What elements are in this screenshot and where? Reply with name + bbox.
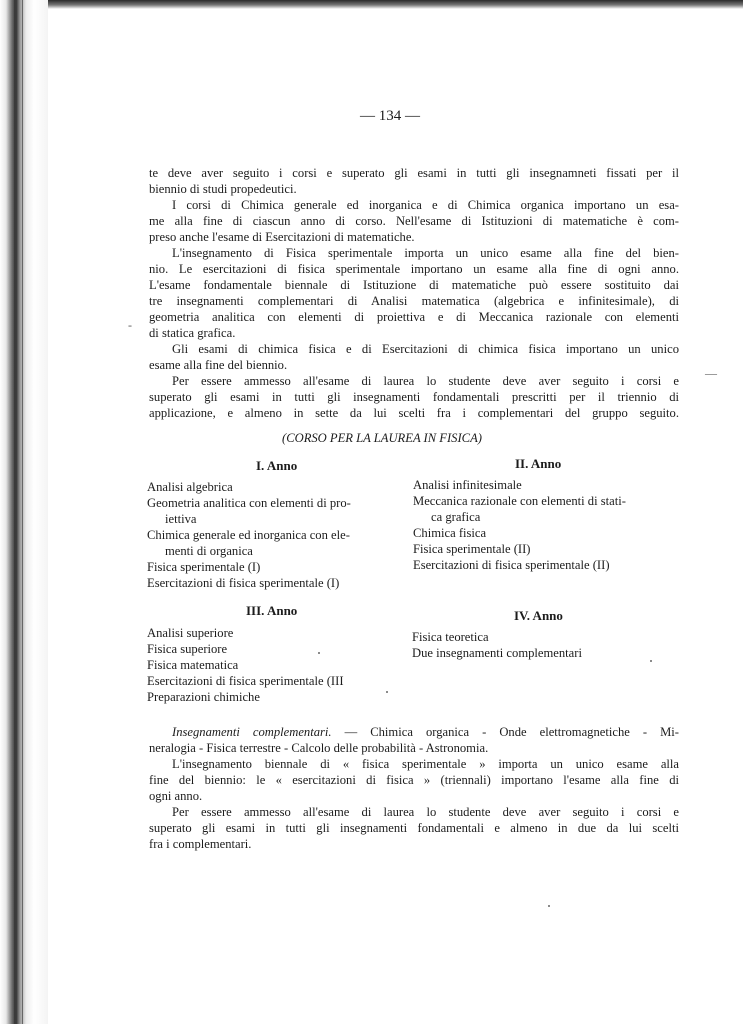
course-line: Meccanica razionale con elementi di stati- (413, 494, 626, 508)
year-title-3: III. Anno (246, 603, 298, 618)
text-line: L'esame fondamentale biennale di Istituzione di matematiche può essere sostituito dai (149, 278, 679, 292)
text-line: L'insegnamento biennale di « fisica sperimentale » importa un unico esame alla (172, 757, 679, 771)
course-line: Esercitazioni di fisica sperimentale (II) (413, 558, 610, 572)
book-binding-shadow (0, 0, 48, 1024)
margin-mark: — (705, 366, 717, 380)
year-title-1: I. Anno (256, 458, 298, 473)
text-line (172, 724, 679, 740)
text-line: ogni anno. (149, 789, 203, 803)
course-line: Esercitazioni di fisica sperimentale (III (147, 674, 344, 688)
text-line: superato gli esami in tutti gli insegnamenti fondamentali prescritti per il triennio di (149, 390, 679, 404)
text-line: neralogia - Fisica terrestre - Calcolo delle probabilità - Astronomia. (149, 741, 489, 755)
text-line: tre insegnamenti complementari di Analisi matematica (algebrica e infinitesimale), di (149, 294, 679, 308)
scan-speck (386, 691, 388, 693)
text-line: fine del biennio: le « esercitazioni di fisica » (triennali) importano l'esame alla fine di (149, 773, 679, 787)
margin-mark: - (128, 318, 132, 332)
complementary-label: Insegnamenti complementari. (172, 725, 332, 739)
scan-speck (318, 652, 320, 654)
course-line: Chimica fisica (413, 526, 487, 540)
text-line: preso anche l'esame di Esercitazioni di matematiche. (149, 230, 415, 244)
text-line: L'insegnamento di Fisica sperimentale importa un unico esame alla fine del bien- (172, 246, 679, 260)
course-line: Analisi superiore (147, 626, 234, 640)
text-line: biennio di studi propedeutici. (149, 182, 297, 196)
text-line: me alla fine di ciascun anno di corso. Nell'esame di Istituzioni di matematiche è com- (149, 214, 679, 228)
year-title-2: II. Anno (515, 456, 562, 471)
text-line: superato gli esami in tutti gli insegnamenti fondamentali e almeno in due da lui scelti (149, 821, 679, 835)
text-line: I corsi di Chimica generale ed inorganica e di Chimica organica importano un esa- (172, 198, 679, 212)
course-line: Preparazioni chimiche (147, 690, 260, 704)
year-title-4: IV. Anno (514, 608, 563, 623)
text-line: Per essere ammesso all'esame di laurea lo studente deve aver seguito i corsi e (172, 374, 679, 388)
course-line: Esercitazioni di fisica sperimentale (I) (147, 576, 340, 590)
course-line: ca grafica (431, 510, 481, 524)
course-line: Chimica generale ed inorganica con ele- (147, 528, 350, 542)
scan-speck (650, 660, 652, 662)
text-line: Per essere ammesso all'esame di laurea lo studente deve aver seguito i corsi e (172, 805, 679, 819)
text-line: nio. Le esercitazioni di fisica sperimentale importano un esame alla fine di ogni anno. (149, 262, 679, 276)
complementary-list-start: — Chimica organica - Onde elettromagnetiche - Mi- (331, 725, 679, 739)
text-line: applicazione, e almeno in sette da lui scelti fra i complementari del gruppo seguito. (149, 406, 679, 420)
scan-speck (548, 905, 550, 907)
text-line: geometria analitica con elementi di proiettiva e di Meccanica razionale con elementi (149, 310, 679, 324)
course-line: Fisica sperimentale (I) (147, 560, 261, 574)
course-line: Fisica sperimentale (II) (413, 542, 531, 556)
binding-line (22, 0, 23, 1024)
course-line: Fisica superiore (147, 642, 228, 656)
course-line: Geometria analitica con elementi di pro- (147, 496, 351, 510)
text-line: esame alla fine del biennio. (149, 358, 288, 372)
course-line: Due insegnamenti complementari (412, 646, 582, 660)
text-line: di statica grafica. (149, 326, 236, 340)
course-line: menti di organica (165, 544, 253, 558)
binding-line (14, 0, 16, 1024)
course-line: Fisica matematica (147, 658, 239, 672)
course-line: Fisica teoretica (412, 630, 489, 644)
course-line: Analisi algebrica (147, 480, 233, 494)
scan-top-edge (0, 0, 743, 9)
course-line: Analisi infinitesimale (413, 478, 522, 492)
text-line: Gli esami di chimica fisica e di Esercitazioni di chimica fisica importano un unico (172, 342, 679, 356)
text-line: fra i complementari. (149, 837, 252, 851)
text-line: te deve aver seguito i corsi e superato gli esami in tutti gli insegnamneti fissati per il (149, 166, 679, 180)
page-number: — 134 — (360, 108, 420, 124)
course-line: iettiva (165, 512, 197, 526)
section-heading: (CORSO PER LA LAUREA IN FISICA) (282, 431, 482, 445)
